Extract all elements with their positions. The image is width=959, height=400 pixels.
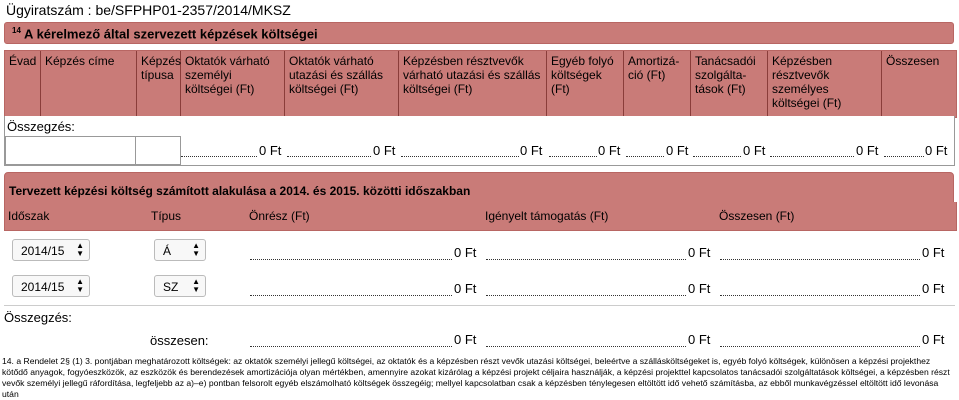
spinner-arrows-icon: ▲ ▼ — [76, 277, 84, 294]
col-header-season: Évad — [5, 51, 41, 117]
dot-leader — [770, 156, 854, 157]
spinner-arrows-icon: ▲ ▼ — [192, 241, 200, 258]
col-header-participant-travel: Képzésben résztvevők várható utazási és szállás költségei (Ft) — [399, 51, 547, 117]
summary-trainer-travel: 0 Ft — [373, 143, 396, 158]
dot-leader — [486, 259, 686, 260]
cost-summary-row — [4, 116, 955, 166]
summary-amortization: 0 Ft — [666, 143, 689, 158]
type-select[interactable] — [154, 275, 206, 297]
type-select-value: SZ — [163, 280, 179, 294]
period-section-title-bar — [4, 172, 954, 206]
cost-table-header — [4, 50, 957, 118]
col-header-period: Időszak — [8, 209, 50, 223]
period-section-title: Tervezett képzési költség számított alakulása a 2014. és 2015. közötti időszakban — [9, 184, 471, 198]
period-select-value: 2014/15 — [21, 244, 65, 258]
summary-consulting: 0 Ft — [743, 143, 766, 158]
dot-leader — [250, 259, 452, 260]
dot-leader — [720, 346, 920, 347]
dot-leader — [626, 156, 664, 157]
col-header-other: Egyéb folyó költségek (Ft) — [547, 51, 624, 117]
period-table-header — [4, 202, 957, 231]
own-share-value: 0 Ft — [454, 281, 477, 296]
summary-empty-cell — [5, 136, 136, 165]
col-header-total: Összesen — [886, 54, 940, 68]
summary-empty-cell — [135, 136, 181, 165]
summary-other: 0 Ft — [598, 143, 621, 158]
dot-leader — [486, 295, 686, 296]
period-total-label: összesen: — [150, 333, 209, 348]
period-summary-label: Összegzés: — [4, 310, 72, 325]
row-total-value: 0 Ft — [922, 281, 945, 296]
col-header-amortization: Amortizá-ció (Ft) — [624, 51, 691, 117]
period-select[interactable] — [12, 275, 90, 297]
document-id: Ügyiratszám : be/SFPHP01-2357/2014/MKSZ — [6, 2, 291, 18]
summary-label: Összegzés: — [7, 119, 75, 134]
spinner-arrows-icon: ▲ ▼ — [76, 241, 84, 258]
type-select-value: Á — [163, 244, 172, 258]
dot-leader — [486, 346, 686, 347]
col-header-period-total: Összesen (Ft) — [719, 209, 795, 223]
table-row — [4, 267, 955, 306]
summary-participant-personal: 0 Ft — [856, 143, 879, 158]
summary-total: 0 Ft — [925, 143, 948, 158]
summary-participant-travel: 0 Ft — [520, 143, 543, 158]
dot-leader — [401, 156, 519, 157]
col-header-consulting: Tanácsadói szolgálta-tások (Ft) — [691, 51, 768, 117]
dot-leader — [549, 156, 597, 157]
section-title-bar — [4, 22, 954, 44]
dot-leader — [287, 156, 371, 157]
dot-leader — [693, 156, 741, 157]
dot-leader — [181, 156, 257, 157]
col-header-type: Típus — [151, 209, 182, 223]
col-header-trainer-personal: Oktatók várható személyi költségei (Ft) — [181, 51, 285, 117]
total-support: 0 Ft — [688, 332, 711, 347]
col-header-trainer-travel: Oktatók várható utazási és szállás költségei (Ft) — [285, 51, 399, 117]
type-select[interactable] — [154, 239, 206, 261]
own-share-value: 0 Ft — [454, 245, 477, 260]
footnote: 14. a Rendelet 2§ (1) 3. pontjában meghatározott költségek: az oktatók személyi jellegű költségei, az oktatók és a képzésben részt vevők utazási költségei, beleértve a szállásköltségeket is, egyéb folyó költségek, különösen a képzési projekthez kötődő anyagok, fogyóeszközök, az eszközök és berendezések amortizációja olyan mértékben, amennyire azokat kizárólag a képzési projekt céljaira használják, a képzési projekttel kapcsolatos tanácsadói szolgáltatások költségei, a képzésben részt vevők személyi jellegű ráfordítása, legfeljebb az a)–e) pontban felsorolt egyéb elszámolható költségek összegéig; mellyel kapcsolatban csak a képzésben ténylegesen eltöltött idő vehető számításba, az ebből munkavégzéssel eltöltött idő levonása után — [2, 356, 950, 399]
support-value: 0 Ft — [688, 281, 711, 296]
section-title-text: A kérelmező által szervezett képzések költségei — [24, 26, 318, 42]
col-header-type: Képzés típusa — [137, 51, 181, 117]
spinner-arrows-icon: ▲ ▼ — [192, 277, 200, 294]
grand-total: 0 Ft — [922, 332, 945, 347]
period-select[interactable] — [12, 239, 90, 261]
dot-leader — [884, 156, 924, 157]
support-value: 0 Ft — [688, 245, 711, 260]
dot-leader — [250, 346, 452, 347]
dot-leader — [720, 259, 920, 260]
period-select-value: 2014/15 — [21, 280, 65, 294]
table-row — [4, 231, 955, 270]
col-header-requested-support: Igényelt támogatás (Ft) — [485, 209, 609, 223]
section-title — [12, 26, 318, 41]
summary-trainer-personal: 0 Ft — [259, 143, 282, 158]
col-header-title: Képzés címe — [41, 51, 137, 117]
dot-leader — [250, 295, 452, 296]
footnote-marker: 14 — [12, 26, 21, 35]
dot-leader — [720, 295, 920, 296]
total-own-share: 0 Ft — [454, 332, 477, 347]
row-total-value: 0 Ft — [922, 245, 945, 260]
col-header-participant-personal: Képzésben résztvevők személyes költségei (Ft) — [768, 51, 882, 117]
col-header-own-share: Önrész (Ft) — [249, 209, 310, 223]
